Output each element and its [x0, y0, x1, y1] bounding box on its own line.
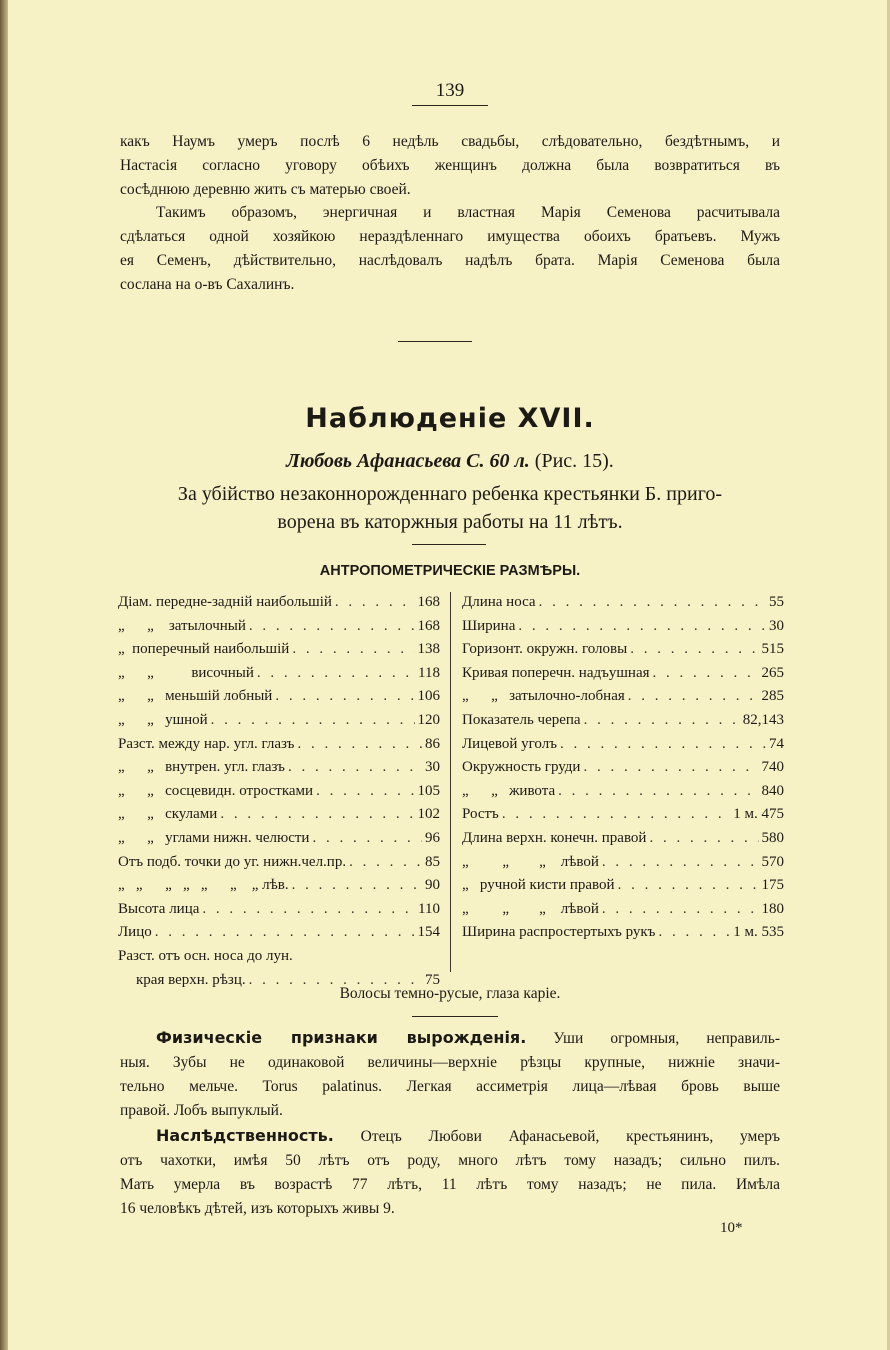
measurement-value: 118 [418, 664, 440, 681]
measurement-label: „ „ ушной [118, 711, 208, 728]
measurement-row [118, 827, 440, 851]
measurement-value: 55 [769, 594, 784, 610]
text-line: сосѣднюю деревню жить съ матерью своей. [120, 181, 411, 198]
measurement-value: 154 [417, 924, 440, 941]
measurements-left-column [118, 591, 440, 992]
measurements-right-column [462, 591, 784, 945]
measurement-row [118, 638, 440, 662]
measurement-label: Лицо [118, 924, 152, 941]
measurement-value: 75 [425, 971, 440, 988]
observation-subject [120, 450, 780, 473]
measurement-row [118, 733, 440, 757]
measurement-label: „ „ живота [462, 782, 556, 799]
measurement-value: 106 [417, 688, 440, 705]
measurement-label: Отъ подб. точки до уг. нижн.чел.пр. [118, 853, 347, 870]
leader-dots [560, 733, 766, 757]
page-number: 139 [412, 80, 488, 106]
measurement-row [462, 921, 784, 945]
measurement-label: „ „ сосцевидн. отростками [118, 782, 314, 799]
leader-dots [583, 756, 758, 780]
leader-dots [297, 733, 422, 757]
leader-dots [257, 662, 415, 686]
measurement-label: Длина верхн. конечн. правой [462, 829, 647, 846]
measurement-row [462, 898, 784, 922]
text-line: Настасія согласно уговору обѣихъ женщинъ должна была возвратиться въ [120, 157, 780, 174]
measurement-label: Діам. передне-задній наибольшій [118, 594, 332, 610]
text-line: ныя. Зубы не одинаковой величины—верхніе рѣзцы крупные, нижніе значи- [120, 1054, 780, 1071]
leader-dots [630, 638, 758, 662]
measurements-heading: АНТРОПОМЕТРИЧЕСКІЕ РАЗМѢРЫ. [319, 563, 581, 579]
leader-dots [211, 709, 415, 733]
text-fragment: Отецъ Любови Афанасьевой, крестьянинъ, умеръ [360, 1128, 780, 1145]
text-line: ворена въ каторжныя работы на 11 лѣтъ. [277, 511, 623, 533]
measurement-value: 840 [761, 782, 784, 799]
leader-dots [349, 851, 422, 875]
measurement-label: Разст. между нар. угл. глазъ [118, 735, 295, 752]
measurement-row [462, 709, 784, 733]
column-divider [450, 592, 451, 972]
measurement-label: Ширина [462, 617, 516, 634]
leader-dots [312, 827, 422, 851]
measurement-label: Ростъ [462, 806, 499, 823]
text-line: 16 человѣкъ дѣтей, изъ которыхъ живы 9. [120, 1200, 395, 1217]
measurement-row [462, 827, 784, 851]
measurement-value: 96 [425, 829, 440, 846]
measurement-value: 1 м. 475 [733, 806, 784, 823]
measurement-row [462, 733, 784, 757]
leader-dots [518, 615, 766, 639]
measurement-row [462, 591, 784, 615]
measurement-value: 138 [417, 641, 440, 658]
measurement-label: „ „ затылочно-лобная [462, 688, 625, 705]
measurement-label: „ „ „ лѣвой [462, 853, 599, 870]
measurement-value: 120 [417, 711, 440, 728]
measurement-label: „ „ скулами [118, 806, 218, 823]
leader-dots [292, 874, 422, 898]
measurement-row [118, 709, 440, 733]
leader-dots [220, 803, 414, 827]
measurement-value: 740 [761, 759, 784, 776]
measurement-value: 580 [761, 829, 784, 846]
leader-dots [653, 662, 759, 686]
measurement-row [118, 662, 440, 686]
measurement-row [118, 756, 440, 780]
measurement-label: „ „ внутрен. угл. глазъ [118, 759, 285, 776]
measurement-row [462, 662, 784, 686]
measurement-row [118, 803, 440, 827]
measurement-value: 30 [425, 759, 440, 776]
measurement-row [118, 851, 440, 875]
leader-dots [649, 827, 758, 851]
hair-eyes-note: Волосы темно-русые, глаза каріе. [339, 985, 561, 1002]
measurement-value: 1 м. 535 [733, 924, 784, 941]
measurement-row [462, 874, 784, 898]
page-binding-edge [0, 0, 8, 1350]
text-line: сдѣлаться одной хозяйкою нераздѣленнаго имущества обоихъ братьевъ. Мужъ [120, 228, 780, 245]
measurement-row [118, 945, 440, 969]
measurement-row [462, 851, 784, 875]
measurement-row [462, 685, 784, 709]
leader-dots [202, 898, 415, 922]
leader-dots [602, 851, 759, 875]
measurement-value: 168 [417, 617, 440, 634]
text-line: Мать умерла въ возрастѣ 77 лѣтъ, 11 лѣтъ тому назадъ; не пила. Имѣла [120, 1176, 780, 1193]
text-line: отъ чахотки, имѣя 50 лѣтъ отъ роду, много лѣтъ тому назадъ; сильно пилъ. [120, 1152, 780, 1169]
measurement-row [462, 615, 784, 639]
leader-dots [155, 921, 415, 945]
section-divider [412, 1016, 498, 1017]
measurement-row [118, 591, 440, 615]
measurement-value: 570 [761, 853, 784, 870]
leader-dots [584, 709, 740, 733]
leader-dots [658, 921, 730, 945]
measurement-label: Лицевой уголъ [462, 735, 557, 752]
text-line: сослана на о-въ Сахалинъ. [120, 276, 295, 293]
measurement-value: 102 [417, 806, 440, 823]
text-line: ея Семенъ, дѣйствительно, наслѣдовалъ надѣлъ брата. Марія Семенова была [120, 252, 780, 269]
measurement-label: „ „ углами нижн. челюсти [118, 829, 310, 846]
leader-dots [335, 591, 415, 615]
text-line [120, 1026, 780, 1051]
measurement-value: 285 [761, 688, 784, 705]
degeneration-heading: Физическіе признаки вырожденія. [156, 1028, 527, 1047]
text-line: Такимъ образомъ, энергичная и властная Марія Семенова расчитывала [156, 204, 780, 221]
subject-name: Любовь Афанасьева С. 60 л. [286, 450, 530, 472]
measurement-value: 82,143 [742, 711, 784, 728]
measurement-value: 90 [425, 877, 440, 894]
measurement-label: Высота лица [118, 900, 200, 917]
measurement-value: 105 [417, 782, 440, 799]
measurement-label: Окружность груди [462, 759, 581, 776]
text-line: За убійство незаконнорожденнаго ребенка крестьянки Б. приго- [177, 483, 723, 505]
measurement-row [462, 803, 784, 827]
measurement-value: 180 [761, 900, 784, 917]
section-divider [398, 341, 472, 342]
section-divider [412, 544, 486, 545]
measurement-value: 515 [761, 641, 784, 658]
measurement-row [118, 685, 440, 709]
text-line: какъ Наумъ умеръ послѣ 6 недѣль свадьбы, слѣдовательно, бездѣтнымъ, и [120, 133, 780, 150]
measurement-row [118, 874, 440, 898]
measurement-row [462, 756, 784, 780]
measurement-label: „ ручной кисти правой [462, 877, 615, 894]
measurement-label: „ поперечный наибольшій [118, 641, 290, 658]
measurement-label: края верхн. рѣзц. [136, 971, 246, 988]
heredity-heading: Наслѣдственность. [156, 1126, 334, 1145]
leader-dots [539, 591, 766, 615]
leader-dots [288, 756, 422, 780]
text-line: правой. Лобъ выпуклый. [120, 1102, 283, 1119]
text-line [120, 1124, 780, 1149]
observation-title: Наблюденіе XVII. [305, 403, 595, 434]
leader-dots [292, 638, 414, 662]
text-line: тельно мельче. Torus palatinus. Легкая ассиметрія лица—лѣвая бровь выше [120, 1078, 780, 1095]
leader-dots [602, 898, 759, 922]
measurement-label: „ „ „ лѣвой [462, 900, 599, 917]
measurement-row [118, 921, 440, 945]
measurement-value: 86 [425, 735, 440, 752]
measurement-label: Кривая поперечн. надъушная [462, 664, 650, 681]
figure-reference: (Рис. 15). [534, 450, 614, 472]
measurement-label: „ „ меньшій лобный [118, 688, 273, 705]
leader-dots [275, 685, 414, 709]
leader-dots [502, 803, 730, 827]
measurement-row [118, 898, 440, 922]
measurement-label: Горизонт. окружн. головы [462, 641, 628, 658]
degeneration-paragraph [120, 1026, 780, 1123]
leader-dots [618, 874, 759, 898]
measurement-value: 265 [761, 664, 784, 681]
measurement-row [462, 638, 784, 662]
measurement-label: „ „ височный [118, 664, 254, 681]
text-fragment: Уши огромныя, неправиль- [553, 1030, 781, 1047]
measurement-label: Показатель черепа [462, 711, 581, 728]
measurement-value: 175 [761, 877, 784, 894]
measurement-value: 30 [769, 617, 784, 634]
leader-dots [628, 685, 759, 709]
measurement-label: „ „ „ „ „ „ „ лѣв. [118, 877, 289, 894]
measurement-row [118, 615, 440, 639]
leader-dots [249, 615, 415, 639]
measurement-label: Разст. отъ осн. носа до лун. [118, 947, 293, 964]
measurement-row [462, 780, 784, 804]
measurement-row [118, 780, 440, 804]
measurement-label: Длина носа [462, 594, 536, 610]
measurement-label: Ширина распростертыхъ рукъ [462, 924, 656, 941]
intro-paragraph-2 [120, 201, 780, 297]
leader-dots [558, 780, 758, 804]
intro-paragraph-1 [120, 130, 780, 202]
measurement-value: 85 [425, 853, 440, 870]
signature-mark: 10* [720, 1220, 743, 1236]
measurement-label: „ „ затылочный [118, 617, 246, 634]
leader-dots [316, 780, 414, 804]
measurement-value: 168 [417, 594, 440, 610]
observation-summary [110, 480, 790, 536]
heredity-paragraph [120, 1124, 780, 1221]
measurement-value: 110 [418, 900, 440, 917]
measurement-value: 74 [769, 735, 784, 752]
